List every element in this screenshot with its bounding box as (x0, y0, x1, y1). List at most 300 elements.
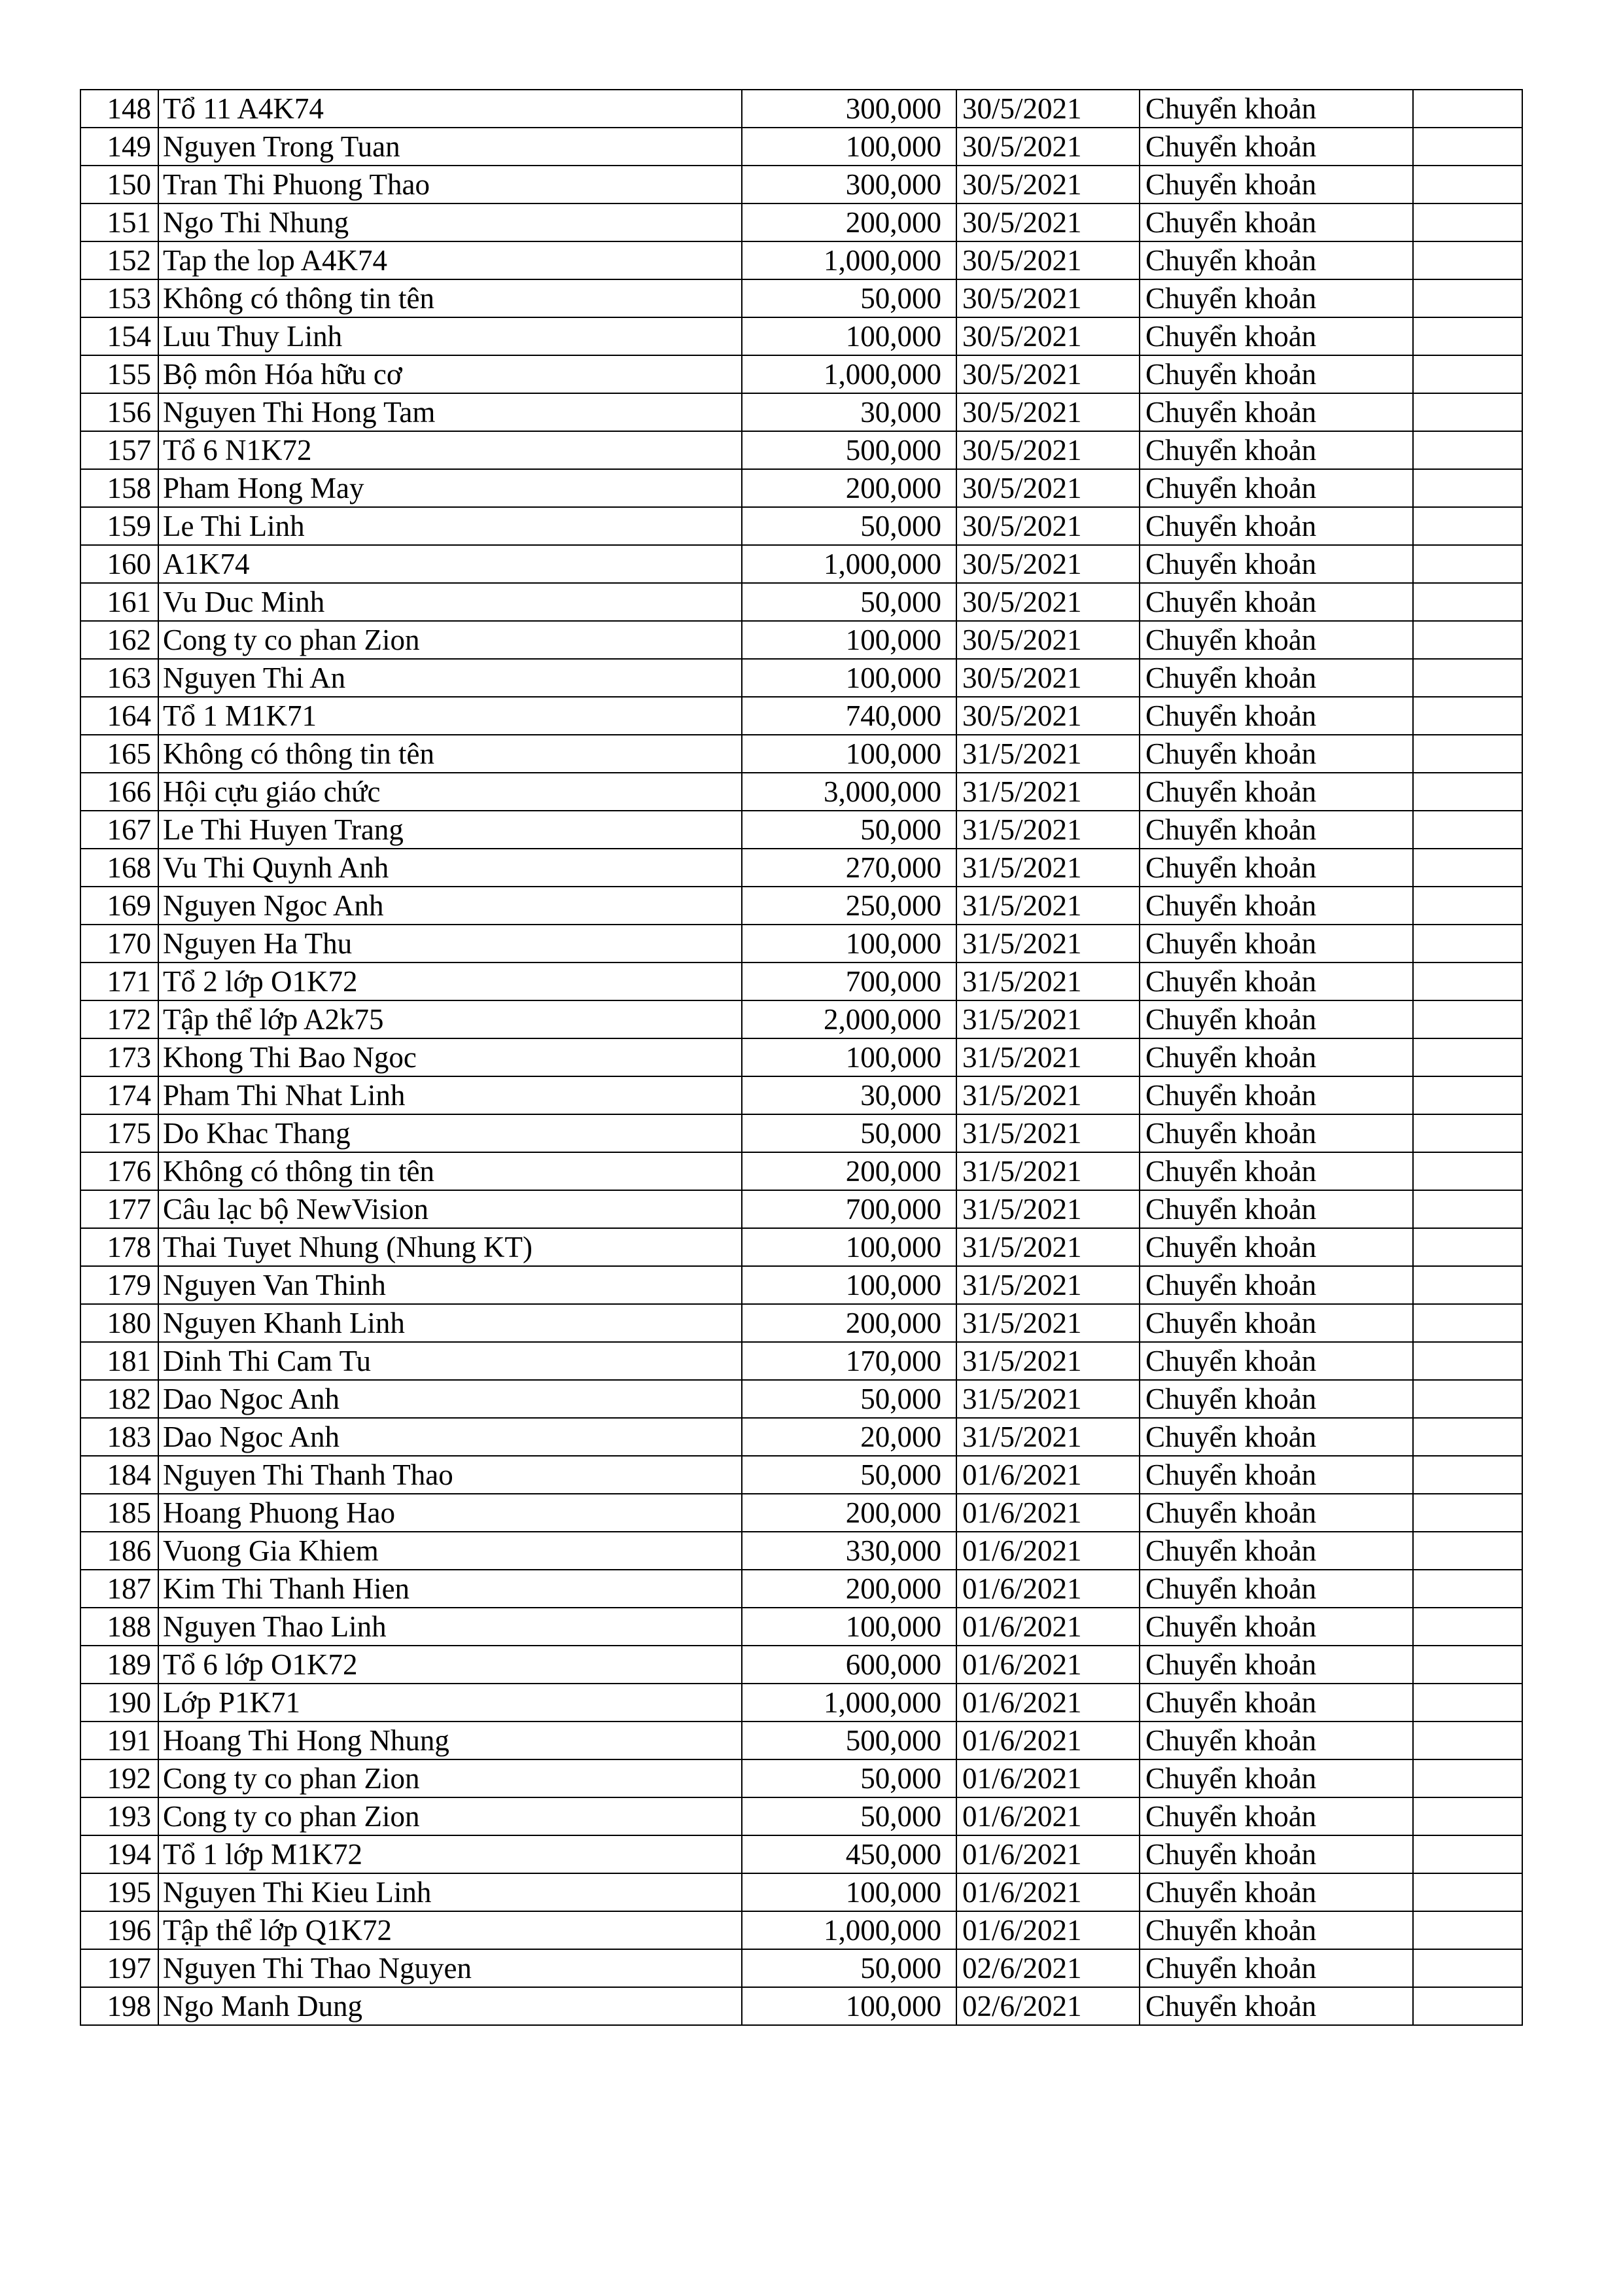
amount-cell: 200,000 (742, 1304, 956, 1342)
note-cell (1413, 128, 1522, 166)
note-cell (1413, 1646, 1522, 1684)
amount-cell: 100,000 (742, 1266, 956, 1304)
note-cell (1413, 166, 1522, 203)
donor-name-cell: Dinh Thi Cam Tu (158, 1342, 742, 1380)
table-row (80, 1722, 1522, 1759)
row-number-cell: 162 (80, 621, 158, 659)
table-row (80, 1114, 1522, 1152)
amount-cell: 100,000 (742, 1987, 956, 2025)
payment-method-cell: Chuyển khoản (1140, 1759, 1413, 1797)
payment-method-cell: Chuyển khoản (1140, 1342, 1413, 1380)
note-cell (1413, 1759, 1522, 1797)
payment-method-cell: Chuyển khoản (1140, 507, 1413, 545)
date-cell: 31/5/2021 (956, 963, 1140, 1000)
payment-method-cell: Chuyển khoản (1140, 1949, 1413, 1987)
donor-name-cell: Thai Tuyet Nhung (Nhung KT) (158, 1228, 742, 1266)
amount-cell: 1,000,000 (742, 545, 956, 583)
payment-method-cell: Chuyển khoản (1140, 1987, 1413, 2025)
note-cell (1413, 507, 1522, 545)
amount-cell: 300,000 (742, 166, 956, 203)
amount-cell: 100,000 (742, 128, 956, 166)
amount-cell: 50,000 (742, 279, 956, 317)
date-cell: 02/6/2021 (956, 1987, 1140, 2025)
note-cell (1413, 1114, 1522, 1152)
table-row (80, 241, 1522, 279)
donor-name-cell: Tổ 1 lớp M1K72 (158, 1835, 742, 1873)
note-cell (1413, 317, 1522, 355)
donor-name-cell: Tập thể lớp Q1K72 (158, 1911, 742, 1949)
amount-cell: 200,000 (742, 1494, 956, 1532)
row-number-cell: 173 (80, 1038, 158, 1076)
note-cell (1413, 1608, 1522, 1646)
date-cell: 30/5/2021 (956, 545, 1140, 583)
note-cell (1413, 393, 1522, 431)
amount-cell: 2,000,000 (742, 1000, 956, 1038)
row-number-cell: 150 (80, 166, 158, 203)
donor-name-cell: Tổ 1 M1K71 (158, 697, 742, 735)
table-row (80, 545, 1522, 583)
amount-cell: 700,000 (742, 1190, 956, 1228)
payment-method-cell: Chuyển khoản (1140, 166, 1413, 203)
table-row (80, 1949, 1522, 1987)
note-cell (1413, 1304, 1522, 1342)
donor-name-cell: Vuong Gia Khiem (158, 1532, 742, 1570)
donor-name-cell: Do Khac Thang (158, 1114, 742, 1152)
note-cell (1413, 1873, 1522, 1911)
date-cell: 30/5/2021 (956, 241, 1140, 279)
payment-method-cell: Chuyển khoản (1140, 317, 1413, 355)
donor-name-cell: Le Thi Linh (158, 507, 742, 545)
donor-name-cell: Tổ 6 lớp O1K72 (158, 1646, 742, 1684)
payment-method-cell: Chuyển khoản (1140, 1911, 1413, 1949)
date-cell: 30/5/2021 (956, 659, 1140, 697)
row-number-cell: 167 (80, 811, 158, 849)
note-cell (1413, 887, 1522, 925)
amount-cell: 100,000 (742, 1038, 956, 1076)
date-cell: 30/5/2021 (956, 469, 1140, 507)
amount-cell: 100,000 (742, 735, 956, 773)
note-cell (1413, 355, 1522, 393)
row-number-cell: 190 (80, 1684, 158, 1722)
payment-method-cell: Chuyển khoản (1140, 887, 1413, 925)
payment-method-cell: Chuyển khoản (1140, 1494, 1413, 1532)
note-cell (1413, 1456, 1522, 1494)
date-cell: 01/6/2021 (956, 1570, 1140, 1608)
donor-name-cell: Pham Thi Nhat Linh (158, 1076, 742, 1114)
table-row (80, 697, 1522, 735)
donor-name-cell: Cong ty co phan Zion (158, 1759, 742, 1797)
table-row (80, 431, 1522, 469)
date-cell: 01/6/2021 (956, 1456, 1140, 1494)
payment-method-cell: Chuyển khoản (1140, 279, 1413, 317)
note-cell (1413, 1570, 1522, 1608)
row-number-cell: 182 (80, 1380, 158, 1418)
row-number-cell: 184 (80, 1456, 158, 1494)
note-cell (1413, 849, 1522, 887)
date-cell: 01/6/2021 (956, 1873, 1140, 1911)
row-number-cell: 183 (80, 1418, 158, 1456)
date-cell: 01/6/2021 (956, 1759, 1140, 1797)
payment-method-cell: Chuyển khoản (1140, 203, 1413, 241)
table-row (80, 1608, 1522, 1646)
payment-method-cell: Chuyển khoản (1140, 1152, 1413, 1190)
donor-name-cell: Nguyen Khanh Linh (158, 1304, 742, 1342)
amount-cell: 50,000 (742, 1949, 956, 1987)
payment-method-cell: Chuyển khoản (1140, 1835, 1413, 1873)
payment-method-cell: Chuyển khoản (1140, 128, 1413, 166)
row-number-cell: 148 (80, 90, 158, 128)
note-cell (1413, 811, 1522, 849)
row-number-cell: 181 (80, 1342, 158, 1380)
note-cell (1413, 1190, 1522, 1228)
table-row (80, 1873, 1522, 1911)
row-number-cell: 158 (80, 469, 158, 507)
note-cell (1413, 1266, 1522, 1304)
payment-method-cell: Chuyển khoản (1140, 1038, 1413, 1076)
amount-cell: 100,000 (742, 1608, 956, 1646)
donation-table-body (80, 90, 1522, 2025)
table-row (80, 887, 1522, 925)
date-cell: 01/6/2021 (956, 1835, 1140, 1873)
note-cell (1413, 659, 1522, 697)
row-number-cell: 185 (80, 1494, 158, 1532)
amount-cell: 600,000 (742, 1646, 956, 1684)
donor-name-cell: Hội cựu giáo chức (158, 773, 742, 811)
row-number-cell: 151 (80, 203, 158, 241)
payment-method-cell: Chuyển khoản (1140, 583, 1413, 621)
payment-method-cell: Chuyển khoản (1140, 1722, 1413, 1759)
donor-name-cell: Vu Duc Minh (158, 583, 742, 621)
row-number-cell: 164 (80, 697, 158, 735)
note-cell (1413, 1911, 1522, 1949)
table-row (80, 1456, 1522, 1494)
note-cell (1413, 1000, 1522, 1038)
donor-name-cell: Tap the lop A4K74 (158, 241, 742, 279)
table-row (80, 925, 1522, 963)
payment-method-cell: Chuyển khoản (1140, 1684, 1413, 1722)
amount-cell: 200,000 (742, 1152, 956, 1190)
payment-method-cell: Chuyển khoản (1140, 773, 1413, 811)
row-number-cell: 176 (80, 1152, 158, 1190)
row-number-cell: 157 (80, 431, 158, 469)
amount-cell: 100,000 (742, 925, 956, 963)
amount-cell: 50,000 (742, 1456, 956, 1494)
row-number-cell: 160 (80, 545, 158, 583)
table-row (80, 1797, 1522, 1835)
payment-method-cell: Chuyển khoản (1140, 811, 1413, 849)
row-number-cell: 189 (80, 1646, 158, 1684)
date-cell: 31/5/2021 (956, 1190, 1140, 1228)
donor-name-cell: Dao Ngoc Anh (158, 1380, 742, 1418)
date-cell: 30/5/2021 (956, 621, 1140, 659)
table-row (80, 1987, 1522, 2025)
table-row (80, 1228, 1522, 1266)
payment-method-cell: Chuyển khoản (1140, 621, 1413, 659)
donor-name-cell: Dao Ngoc Anh (158, 1418, 742, 1456)
amount-cell: 100,000 (742, 1228, 956, 1266)
donor-name-cell: Nguyen Trong Tuan (158, 128, 742, 166)
note-cell (1413, 1494, 1522, 1532)
note-cell (1413, 1152, 1522, 1190)
table-row (80, 1684, 1522, 1722)
date-cell: 30/5/2021 (956, 90, 1140, 128)
row-number-cell: 161 (80, 583, 158, 621)
amount-cell: 100,000 (742, 659, 956, 697)
donor-name-cell: Cong ty co phan Zion (158, 621, 742, 659)
note-cell (1413, 1987, 1522, 2025)
donor-name-cell: Tổ 11 A4K74 (158, 90, 742, 128)
amount-cell: 20,000 (742, 1418, 956, 1456)
note-cell (1413, 773, 1522, 811)
amount-cell: 250,000 (742, 887, 956, 925)
amount-cell: 700,000 (742, 963, 956, 1000)
row-number-cell: 197 (80, 1949, 158, 1987)
date-cell: 31/5/2021 (956, 1228, 1140, 1266)
row-number-cell: 187 (80, 1570, 158, 1608)
amount-cell: 50,000 (742, 507, 956, 545)
row-number-cell: 195 (80, 1873, 158, 1911)
payment-method-cell: Chuyển khoản (1140, 1608, 1413, 1646)
note-cell (1413, 963, 1522, 1000)
note-cell (1413, 431, 1522, 469)
table-row (80, 279, 1522, 317)
date-cell: 30/5/2021 (956, 697, 1140, 735)
amount-cell: 1,000,000 (742, 1684, 956, 1722)
date-cell: 01/6/2021 (956, 1797, 1140, 1835)
amount-cell: 50,000 (742, 1759, 956, 1797)
donor-name-cell: Nguyen Ha Thu (158, 925, 742, 963)
payment-method-cell: Chuyển khoản (1140, 1797, 1413, 1835)
amount-cell: 100,000 (742, 1873, 956, 1911)
note-cell (1413, 925, 1522, 963)
row-number-cell: 170 (80, 925, 158, 963)
amount-cell: 170,000 (742, 1342, 956, 1380)
donor-name-cell: Nguyen Thi Hong Tam (158, 393, 742, 431)
note-cell (1413, 1797, 1522, 1835)
table-row (80, 166, 1522, 203)
payment-method-cell: Chuyển khoản (1140, 1304, 1413, 1342)
date-cell: 01/6/2021 (956, 1646, 1140, 1684)
row-number-cell: 152 (80, 241, 158, 279)
donor-name-cell: Nguyen Ngoc Anh (158, 887, 742, 925)
amount-cell: 1,000,000 (742, 355, 956, 393)
table-row (80, 128, 1522, 166)
table-row (80, 659, 1522, 697)
date-cell: 30/5/2021 (956, 203, 1140, 241)
row-number-cell: 178 (80, 1228, 158, 1266)
date-cell: 30/5/2021 (956, 507, 1140, 545)
amount-cell: 3,000,000 (742, 773, 956, 811)
donor-name-cell: Le Thi Huyen Trang (158, 811, 742, 849)
table-row (80, 963, 1522, 1000)
note-cell (1413, 241, 1522, 279)
date-cell: 31/5/2021 (956, 887, 1140, 925)
row-number-cell: 196 (80, 1911, 158, 1949)
table-row (80, 507, 1522, 545)
donor-name-cell: Tập thể lớp A2k75 (158, 1000, 742, 1038)
date-cell: 02/6/2021 (956, 1949, 1140, 1987)
date-cell: 01/6/2021 (956, 1494, 1140, 1532)
amount-cell: 50,000 (742, 1380, 956, 1418)
donor-name-cell: Nguyen Thao Linh (158, 1608, 742, 1646)
payment-method-cell: Chuyển khoản (1140, 90, 1413, 128)
payment-method-cell: Chuyển khoản (1140, 735, 1413, 773)
payment-method-cell: Chuyển khoản (1140, 1418, 1413, 1456)
note-cell (1413, 1835, 1522, 1873)
date-cell: 31/5/2021 (956, 811, 1140, 849)
note-cell (1413, 583, 1522, 621)
date-cell: 01/6/2021 (956, 1684, 1140, 1722)
row-number-cell: 153 (80, 279, 158, 317)
row-number-cell: 194 (80, 1835, 158, 1873)
date-cell: 30/5/2021 (956, 279, 1140, 317)
payment-method-cell: Chuyển khoản (1140, 393, 1413, 431)
donor-name-cell: Luu Thuy Linh (158, 317, 742, 355)
payment-method-cell: Chuyển khoản (1140, 431, 1413, 469)
row-number-cell: 193 (80, 1797, 158, 1835)
donor-name-cell: Hoang Phuong Hao (158, 1494, 742, 1532)
table-row (80, 1835, 1522, 1873)
date-cell: 31/5/2021 (956, 1152, 1140, 1190)
date-cell: 31/5/2021 (956, 1076, 1140, 1114)
payment-method-cell: Chuyển khoản (1140, 659, 1413, 697)
row-number-cell: 174 (80, 1076, 158, 1114)
table-row (80, 90, 1522, 128)
note-cell (1413, 545, 1522, 583)
date-cell: 30/5/2021 (956, 393, 1140, 431)
amount-cell: 500,000 (742, 431, 956, 469)
amount-cell: 330,000 (742, 1532, 956, 1570)
donor-name-cell: Nguyen Thi An (158, 659, 742, 697)
payment-method-cell: Chuyển khoản (1140, 469, 1413, 507)
note-cell (1413, 1076, 1522, 1114)
payment-method-cell: Chuyển khoản (1140, 1456, 1413, 1494)
table-row (80, 1190, 1522, 1228)
table-row (80, 1532, 1522, 1570)
note-cell (1413, 1342, 1522, 1380)
payment-method-cell: Chuyển khoản (1140, 1000, 1413, 1038)
donor-name-cell: Pham Hong May (158, 469, 742, 507)
note-cell (1413, 1532, 1522, 1570)
amount-cell: 50,000 (742, 811, 956, 849)
date-cell: 31/5/2021 (956, 1342, 1140, 1380)
note-cell (1413, 1949, 1522, 1987)
date-cell: 31/5/2021 (956, 1114, 1140, 1152)
note-cell (1413, 1228, 1522, 1266)
table-row (80, 355, 1522, 393)
donor-name-cell: Nguyen Van Thinh (158, 1266, 742, 1304)
payment-method-cell: Chuyển khoản (1140, 697, 1413, 735)
payment-method-cell: Chuyển khoản (1140, 1190, 1413, 1228)
row-number-cell: 149 (80, 128, 158, 166)
table-row (80, 1266, 1522, 1304)
donor-name-cell: Tổ 2 lớp O1K72 (158, 963, 742, 1000)
payment-method-cell: Chuyển khoản (1140, 1114, 1413, 1152)
donor-name-cell: Kim Thi Thanh Hien (158, 1570, 742, 1608)
table-row (80, 773, 1522, 811)
date-cell: 31/5/2021 (956, 735, 1140, 773)
date-cell: 30/5/2021 (956, 431, 1140, 469)
date-cell: 30/5/2021 (956, 583, 1140, 621)
row-number-cell: 168 (80, 849, 158, 887)
table-row (80, 1570, 1522, 1608)
row-number-cell: 159 (80, 507, 158, 545)
note-cell (1413, 469, 1522, 507)
table-row (80, 621, 1522, 659)
date-cell: 31/5/2021 (956, 1418, 1140, 1456)
row-number-cell: 177 (80, 1190, 158, 1228)
donor-name-cell: Vu Thi Quynh Anh (158, 849, 742, 887)
note-cell (1413, 1380, 1522, 1418)
payment-method-cell: Chuyển khoản (1140, 1570, 1413, 1608)
row-number-cell: 186 (80, 1532, 158, 1570)
donor-name-cell: Nguyen Thi Thao Nguyen (158, 1949, 742, 1987)
donor-name-cell: Nguyen Thi Thanh Thao (158, 1456, 742, 1494)
date-cell: 01/6/2021 (956, 1608, 1140, 1646)
donor-name-cell: Tổ 6 N1K72 (158, 431, 742, 469)
date-cell: 31/5/2021 (956, 849, 1140, 887)
donor-name-cell: Cong ty co phan Zion (158, 1797, 742, 1835)
row-number-cell: 166 (80, 773, 158, 811)
date-cell: 31/5/2021 (956, 1304, 1140, 1342)
table-row (80, 469, 1522, 507)
amount-cell: 200,000 (742, 1570, 956, 1608)
row-number-cell: 155 (80, 355, 158, 393)
donation-table (80, 89, 1523, 2026)
donor-name-cell: Nguyen Thi Kieu Linh (158, 1873, 742, 1911)
amount-cell: 50,000 (742, 1797, 956, 1835)
table-row (80, 317, 1522, 355)
amount-cell: 200,000 (742, 469, 956, 507)
date-cell: 30/5/2021 (956, 317, 1140, 355)
date-cell: 31/5/2021 (956, 773, 1140, 811)
table-row (80, 1076, 1522, 1114)
note-cell (1413, 735, 1522, 773)
note-cell (1413, 1722, 1522, 1759)
donor-name-cell: Tran Thi Phuong Thao (158, 166, 742, 203)
row-number-cell: 198 (80, 1987, 158, 2025)
payment-method-cell: Chuyển khoản (1140, 545, 1413, 583)
date-cell: 01/6/2021 (956, 1532, 1140, 1570)
payment-method-cell: Chuyển khoản (1140, 1228, 1413, 1266)
donor-name-cell: Không có thông tin tên (158, 279, 742, 317)
amount-cell: 450,000 (742, 1835, 956, 1873)
date-cell: 01/6/2021 (956, 1911, 1140, 1949)
donor-name-cell: Ngo Manh Dung (158, 1987, 742, 2025)
row-number-cell: 163 (80, 659, 158, 697)
donor-name-cell: Lớp P1K71 (158, 1684, 742, 1722)
table-row (80, 1646, 1522, 1684)
donor-name-cell: Ngo Thi Nhung (158, 203, 742, 241)
note-cell (1413, 697, 1522, 735)
row-number-cell: 171 (80, 963, 158, 1000)
payment-method-cell: Chuyển khoản (1140, 241, 1413, 279)
payment-method-cell: Chuyển khoản (1140, 1380, 1413, 1418)
table-row (80, 583, 1522, 621)
row-number-cell: 175 (80, 1114, 158, 1152)
date-cell: 31/5/2021 (956, 1380, 1140, 1418)
row-number-cell: 165 (80, 735, 158, 773)
table-row (80, 1038, 1522, 1076)
table-row (80, 1380, 1522, 1418)
amount-cell: 50,000 (742, 1114, 956, 1152)
note-cell (1413, 1038, 1522, 1076)
amount-cell: 1,000,000 (742, 241, 956, 279)
date-cell: 01/6/2021 (956, 1722, 1140, 1759)
row-number-cell: 169 (80, 887, 158, 925)
payment-method-cell: Chuyển khoản (1140, 925, 1413, 963)
table-row (80, 1000, 1522, 1038)
